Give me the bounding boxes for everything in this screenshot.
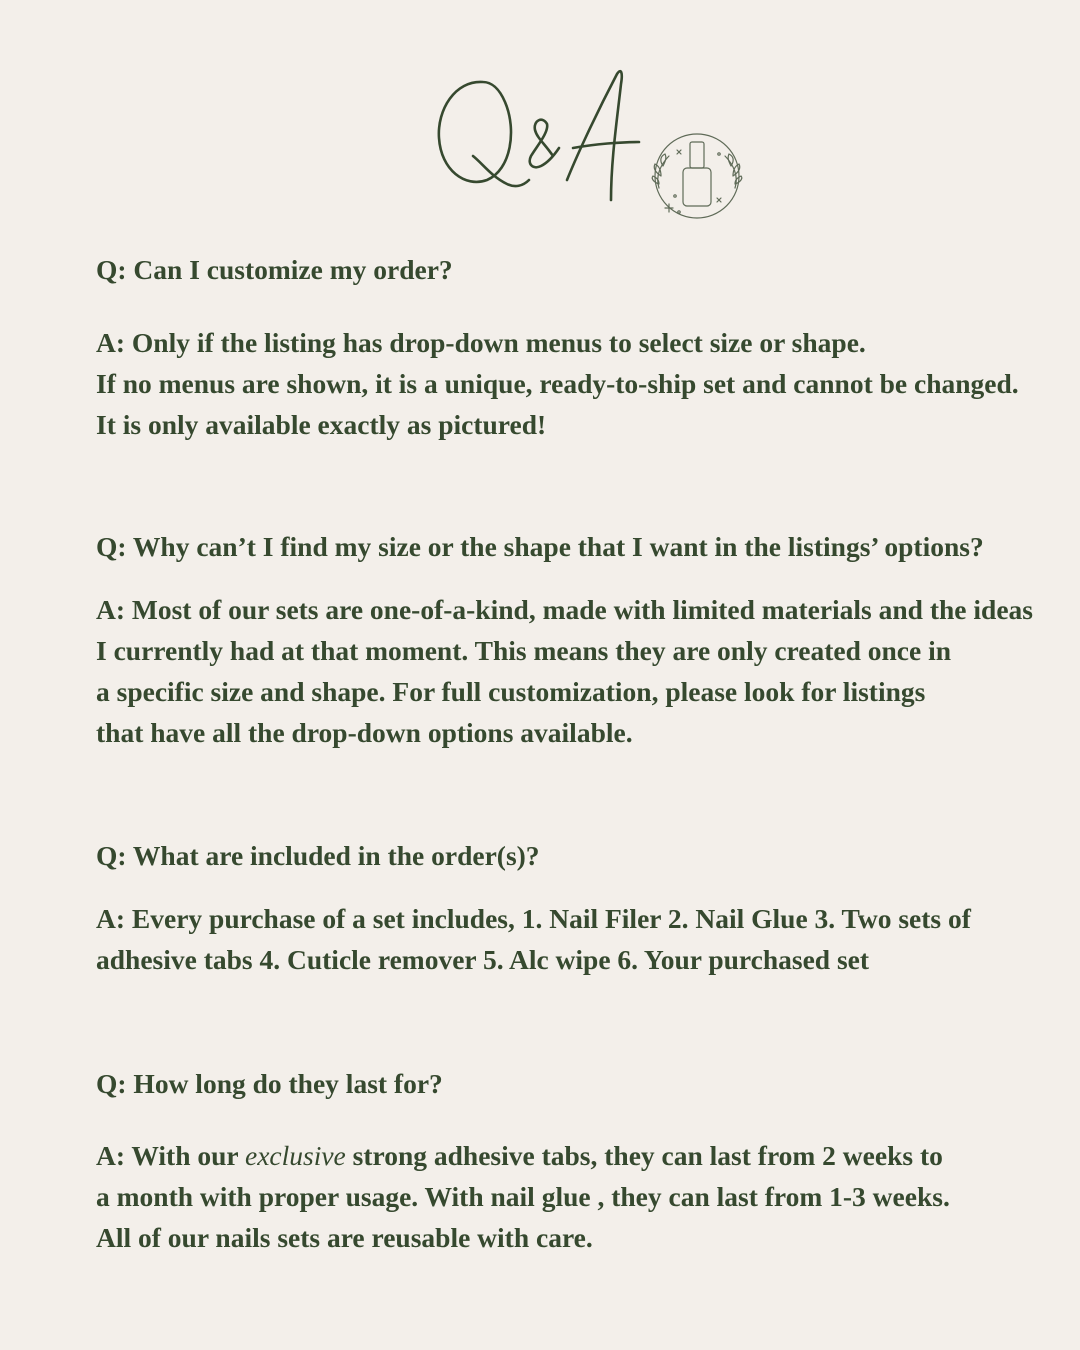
faq-answer-1 [96,322,1076,445]
faq-answer-3 [96,898,1076,980]
answer-line: If no menus are shown, it is a unique, ready-to-ship set and cannot be changed. [96,368,1019,399]
answer-emphasis: exclusive [245,1140,346,1171]
qa-script-title [425,60,665,220]
answer-line: A: Every purchase of a set includes, 1. Nail Filer 2. Nail Glue 3. Two sets of [96,903,971,934]
answer-line: a specific size and shape. For full customization, please look for listings [96,676,926,707]
answer-intro: A: With our [96,1140,245,1171]
answer-line: that have all the drop-down options available. [96,717,633,748]
answer-line: adhesive tabs 4. Cuticle remover 5. Alc wipe 6. Your purchased set [96,944,870,975]
answer-line [96,1135,1076,1176]
faq-answer-4 [96,1135,1076,1258]
faq-question-4: Q: How long do they last for? [96,1068,443,1099]
faq-question-2: Q: Why can’t I find my size or the shape that I want in the listings’ options? [96,531,984,562]
answer-line: a month with proper usage. With nail glue , they can last from 1-3 weeks. [96,1181,950,1212]
header [0,0,1080,240]
answer-line: It is only available exactly as pictured! [96,409,547,440]
faq-question-1: Q: Can I customize my order? [96,254,453,285]
page-title [0,0,1,1]
answer-line: A: Most of our sets are one-of-a-kind, made with limited materials and the ideas [96,594,1033,625]
faq-answer-2 [96,589,1076,753]
nail-polish-bottle-icon [645,128,749,224]
answer-line: A: Only if the listing has drop-down menus to select size or shape. [96,327,866,358]
answer-rest: strong adhesive tabs, they can last from 2 weeks to [345,1140,943,1171]
faq-question-3: Q: What are included in the order(s)? [96,840,540,871]
answer-line: All of our nails sets are reusable with care. [96,1222,593,1253]
answer-line: I currently had at that moment. This means they are only created once in [96,635,952,666]
